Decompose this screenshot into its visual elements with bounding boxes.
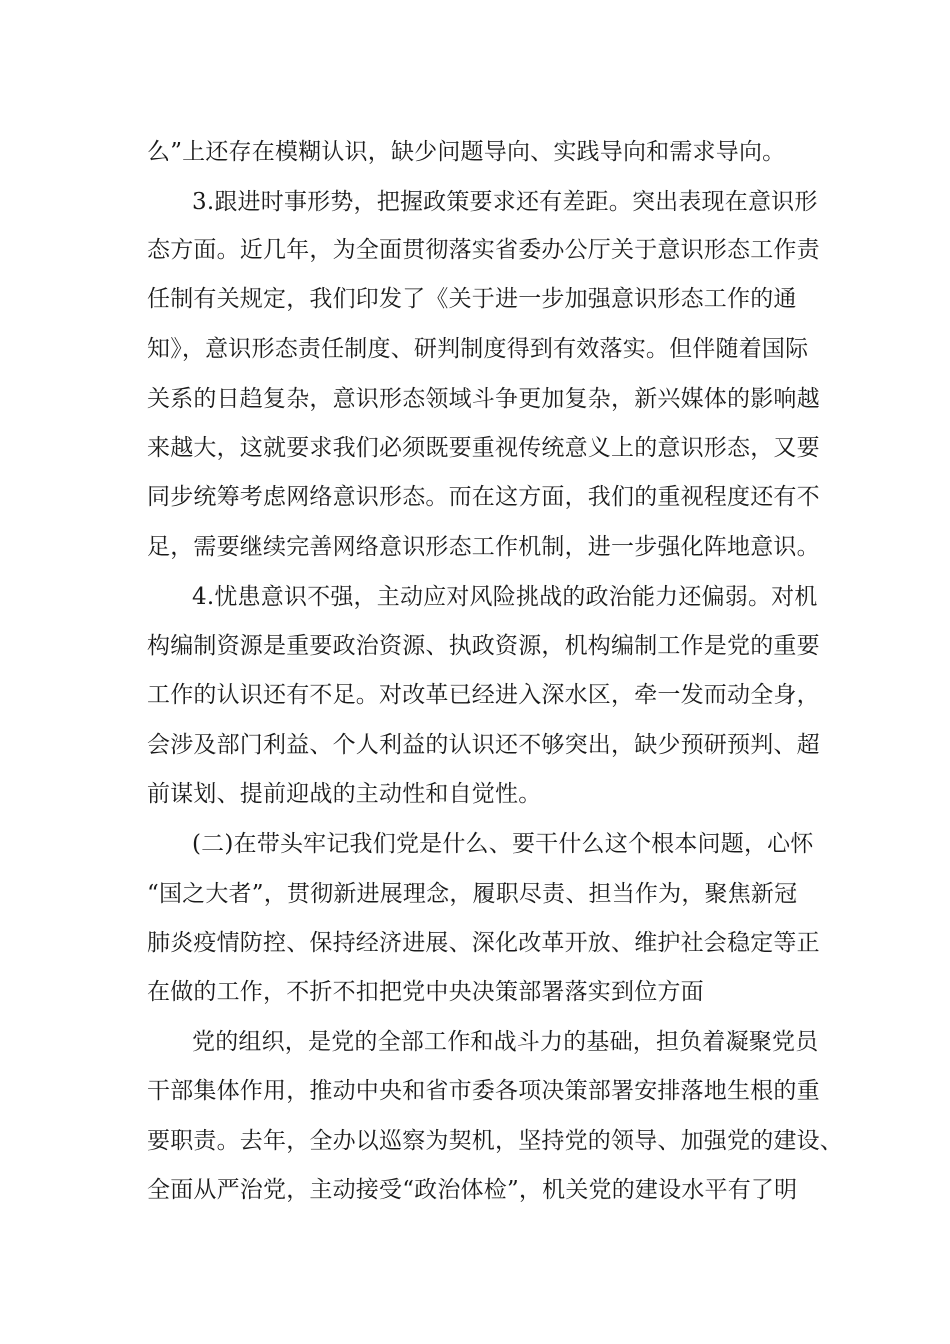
text-line: 党的组织，是党的全部工作和战斗力的基础，担负着凝聚党员 — [192, 1029, 819, 1055]
text-line: (二)在带头牢记我们党是什么、要干什么这个根本问题，心怀 — [192, 831, 814, 857]
text-line: 同步统筹考虑网络意识形态。而在这方面，我们的重视程度还有不 — [147, 484, 820, 510]
text-line: 知》，意识形态责任制度、研判制度得到有效落实。但伴随着国际 — [147, 336, 809, 362]
text-line: “国之大者”，贯彻新进展理念，履职尽责、担当作为，聚焦新冠 — [147, 881, 798, 907]
text-line: 来越大，这就要求我们必须既要重视传统意义上的意识形态，又要 — [147, 435, 820, 461]
text-line: 4.忧患意识不强，主动应对风险挑战的政治能力还偏弱。对机 — [192, 584, 818, 610]
text-line: 干部集体作用，推动中央和省市委各项决策部署安排落地生根的重 — [147, 1078, 820, 1104]
text-line: 全面从严治党，主动接受“政治体检”，机关党的建设水平有了明 — [147, 1177, 798, 1203]
text-line: 要职责。去年，全办以巡察为契机，坚持党的领导、加强党的建设、 — [147, 1128, 843, 1154]
text-line: 3.跟进时事形势，把握政策要求还有差距。突出表现在意识形 — [192, 189, 818, 215]
text-line: 肺炎疫情防控、保持经济进展、深化改革开放、维护社会稳定等正 — [147, 930, 820, 956]
text-line: 工作的认识还有不足。对改革已经进入深水区，牵一发而动全身， — [147, 682, 820, 708]
text-line: 会涉及部门利益、个人利益的认识还不够突出，缺少预研预判、超 — [147, 732, 820, 758]
text-line: 前谋划、提前迎战的主动性和自觉性。 — [147, 781, 542, 807]
text-line: 态方面。近几年，为全面贯彻落实省委办公厅关于意识形态工作责 — [147, 237, 820, 263]
text-line: 构编制资源是重要政治资源、执政资源，机构编制工作是党的重要 — [147, 633, 820, 659]
text-line: 么”上还存在模糊认识，缺少问题导向、实践导向和需求导向。 — [147, 139, 786, 165]
text-line: 关系的日趋复杂，意识形态领域斗争更加复杂，新兴媒体的影响越 — [147, 386, 820, 412]
text-line: 在做的工作，不折不扣把党中央决策部署落实到位方面 — [147, 979, 704, 1005]
text-line: 任制有关规定，我们印发了《关于进一步加强意识形态工作的通 — [147, 286, 797, 312]
text-line: 足，需要继续完善网络意识形态工作机制，进一步强化阵地意识。 — [147, 534, 820, 560]
